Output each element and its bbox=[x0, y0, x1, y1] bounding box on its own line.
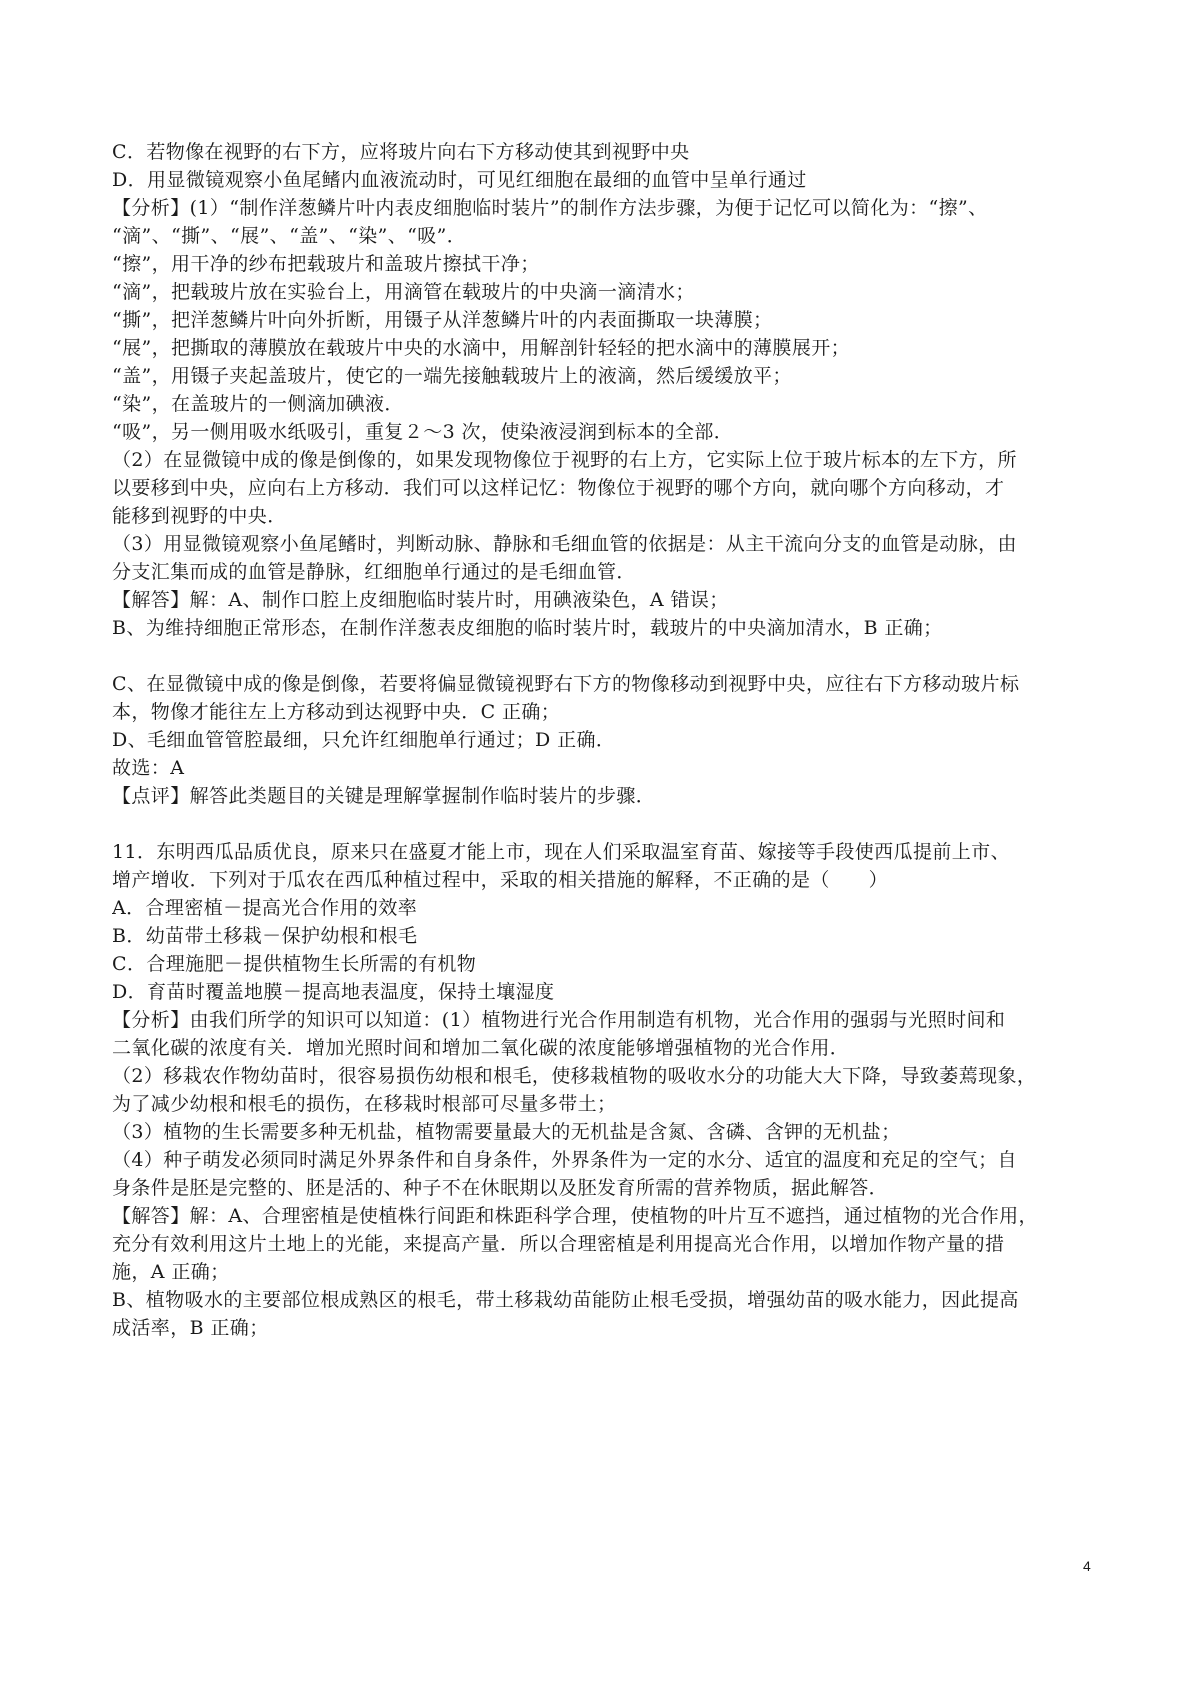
option-line: B．幼苗带土移栽－保护幼根和根毛 bbox=[112, 925, 418, 947]
text-line: B、为维持细胞正常形态，在制作洋葱表皮细胞的临时装片时，载玻片的中央滴加清水，B 正确； bbox=[112, 617, 943, 639]
text-line: C．若物像在视野的右下方，应将玻片向右下方移动使其到视野中央 bbox=[112, 141, 690, 163]
text-line: “滴”、“撕”、“展”、“盖”、“染”、“吸”． bbox=[112, 225, 467, 247]
text-line: 【点评】解答此类题目的关键是理解掌握制作临时装片的步骤． bbox=[112, 785, 656, 807]
text-line: 身条件是胚是完整的、胚是活的、种子不在休眠期以及胚发育所需的营养物质，据此解答． bbox=[112, 1177, 889, 1199]
text-line: 施，A 正确； bbox=[112, 1261, 230, 1283]
text-line: （2）在显微镜中成的像是倒像的，如果发现物像位于视野的右上方，它实际上位于玻片标本的左下方，所 bbox=[112, 449, 1017, 471]
text-line: “滴”，把载玻片放在实验台上，用滴管在载玻片的中央滴一滴清水； bbox=[112, 281, 695, 303]
text-line: 为了减少幼根和根毛的损伤，在移栽时根部可尽量多带土； bbox=[112, 1093, 617, 1115]
paragraph-gap bbox=[112, 810, 1102, 838]
text-line: 故选：A bbox=[112, 757, 185, 779]
text-line: 【解答】解：A、制作口腔上皮细胞临时装片时，用碘液染色，A 错误； bbox=[112, 589, 729, 611]
text-line: 以要移到中央，应向右上方移动．我们可以这样记忆：物像位于视野的哪个方向，就向哪个方向移动，才 bbox=[112, 477, 1005, 499]
text-block-a bbox=[112, 138, 1102, 642]
text-line: （3）用显微镜观察小鱼尾鳍时，判断动脉、静脉和毛细血管的依据是：从主干流向分支的血管是动脉，由 bbox=[112, 533, 1017, 555]
text-line: “吸”，另一侧用吸水纸吸引，重复２～3 次，使染液浸润到标本的全部． bbox=[112, 421, 734, 443]
text-line: 11．东明西瓜品质优良，原来只在盛夏才能上市，现在人们采取温室育苗、嫁接等手段使西瓜提前上市、 bbox=[112, 841, 1010, 863]
text-line: “染”，在盖玻片的一侧滴加碘液． bbox=[112, 393, 404, 415]
text-line: 【分析】由我们所学的知识可以知道：(1）植物进行光合作用制造有机物，光合作用的强弱与光照时间和 bbox=[112, 1009, 1006, 1031]
text-line: 【解答】解：A、合理密植是使植株行间距和株距科学合理，使植物的叶片互不遮挡，通过植物的光合作用， bbox=[112, 1205, 1038, 1227]
text-line: D．用显微镜观察小鱼尾鳍内血液流动时，可见红细胞在最细的血管中呈单行通过 bbox=[112, 169, 807, 191]
text-line: “撕”，把洋葱鳞片叶向外折断，用镊子从洋葱鳞片叶的内表面撕取一块薄膜； bbox=[112, 309, 773, 331]
text-line: C、在显微镜中成的像是倒像，若要将偏显微镜视野右下方的物像移动到视野中央，应往右下方移动玻片标 bbox=[112, 673, 1020, 695]
text-line: 二氧化碳的浓度有关．增加光照时间和增加二氧化碳的浓度能够增强植物的光合作用． bbox=[112, 1037, 850, 1059]
text-line: 充分有效利用这片土地上的光能，来提高产量．所以合理密植是利用提高光合作用，以增加作物产量的措 bbox=[112, 1233, 1005, 1255]
text-line: 本，物像才能往左上方移动到达视野中央．C 正确； bbox=[112, 701, 561, 723]
document-body bbox=[112, 138, 1102, 1342]
text-line: “盖”，用镊子夹起盖玻片，使它的一端先接触载玻片上的液滴，然后缓缓放平； bbox=[112, 365, 792, 387]
option-line: A．合理密植－提高光合作用的效率 bbox=[112, 897, 418, 919]
option-line: D．育苗时覆盖地膜－提高地表温度，保持土壤湿度 bbox=[112, 981, 555, 1003]
text-block-b bbox=[112, 670, 1102, 810]
page-number: 4 bbox=[1083, 1558, 1091, 1574]
text-line: B、植物吸水的主要部位根成熟区的根毛，带土移栽幼苗能防止根毛受损，增强幼苗的吸水能力，因此提高 bbox=[112, 1289, 1019, 1311]
text-line: （2）移栽农作物幼苗时，很容易损伤幼根和根毛，使移栽植物的吸收水分的功能大大下降，导致萎蔫现象， bbox=[112, 1065, 1037, 1087]
text-line: 成活率，B 正确； bbox=[112, 1317, 269, 1339]
text-line: “展”，把撕取的薄膜放在载玻片中央的水滴中，用解剖针轻轻的把水滴中的薄膜展开； bbox=[112, 337, 851, 359]
text-line: 分支汇集而成的血管是静脉，红细胞单行通过的是毛细血管． bbox=[112, 561, 636, 583]
text-line: “擦”，用干净的纱布把载玻片和盖玻片擦拭干净； bbox=[112, 253, 540, 275]
text-line: 【分析】(1）“制作洋葱鳞片叶内表皮细胞临时装片”的制作方法步骤，为便于记忆可以简化为：“擦”、 bbox=[112, 197, 988, 219]
question-11-block bbox=[112, 838, 1102, 1342]
option-line: C．合理施肥－提供植物生长所需的有机物 bbox=[112, 953, 477, 975]
text-line: 增产增收．下列对于瓜农在西瓜种植过程中，采取的相关措施的解释，不正确的是（ ） bbox=[112, 869, 889, 891]
text-line: （3）植物的生长需要多种无机盐，植物需要量最大的无机盐是含氮、含磷、含钾的无机盐； bbox=[112, 1121, 901, 1143]
text-line: D、毛细血管管腔最细，只允许红细胞单行通过；D 正确． bbox=[112, 729, 616, 751]
paragraph-gap bbox=[112, 642, 1102, 670]
text-line: 能移到视野的中央． bbox=[112, 505, 287, 527]
text-line: （4）种子萌发必须同时满足外界条件和自身条件，外界条件为一定的水分、适宜的温度和充足的空气；自 bbox=[112, 1149, 1017, 1171]
